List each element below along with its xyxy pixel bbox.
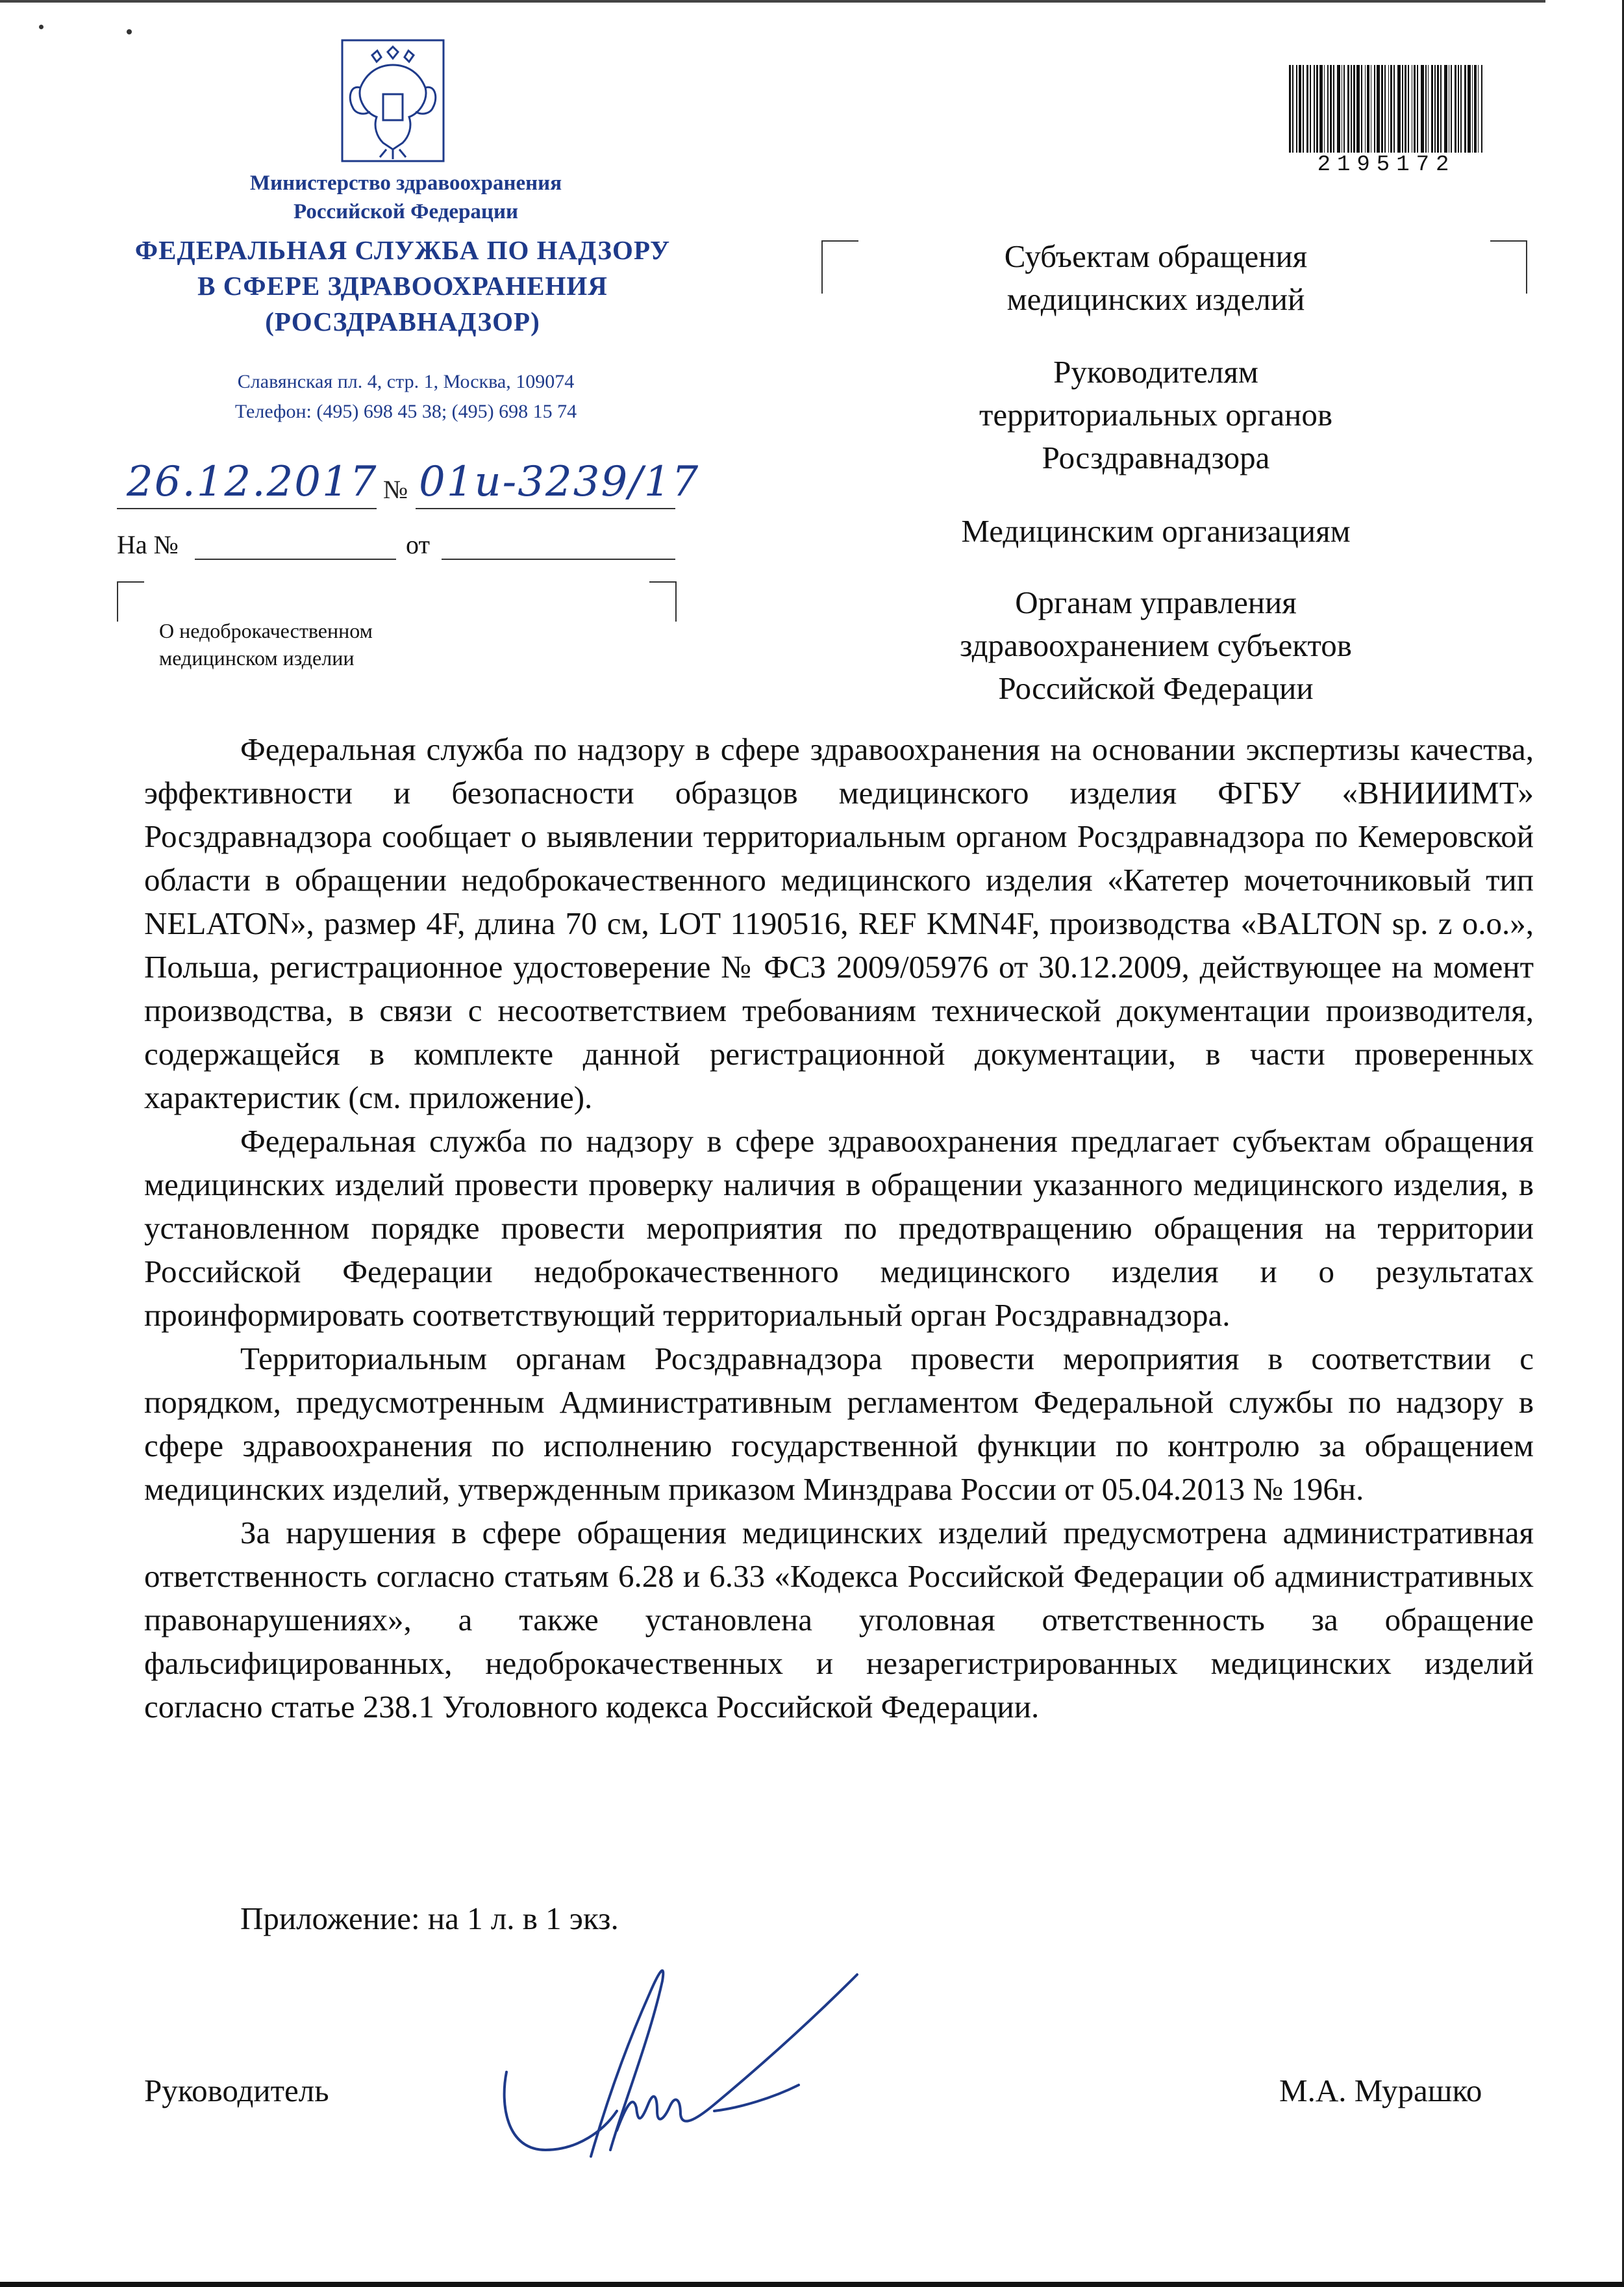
barcode-bar xyxy=(1351,65,1352,153)
barcode-bar xyxy=(1303,65,1304,153)
barcode-bar xyxy=(1405,65,1406,153)
barcode-bar xyxy=(1464,65,1466,153)
recipient-line: медицинских изделий xyxy=(1006,281,1305,317)
barcode-bar xyxy=(1374,65,1375,153)
agency-name xyxy=(110,233,695,340)
barcode-bar xyxy=(1472,65,1473,153)
body-paragraph: Федеральная служба по надзору в сфере здравоохранения предлагает субъектам обращения медицинских изделий провести проверку наличия в обращении указанного медицинского изделия, в установленном порядке провести мероприятия по предотвращению обращения на территории Российской Федерации недоброкачественного медицинского изделия и о результатах проинформировать соответствующий территориальный орган Росздравнадзора. xyxy=(144,1123,1534,1333)
recipient-bracket-left xyxy=(821,240,858,294)
ministry-line-1: Министерство здравоохранения xyxy=(249,171,562,195)
ministry-line-2: Российской Федерации xyxy=(294,200,518,223)
recipient-line: Росздравнадзора xyxy=(1042,440,1270,475)
barcode-bar xyxy=(1299,65,1302,153)
barcode-bar xyxy=(1390,65,1392,153)
agency-line-3: (РОСЗДРАВНАДЗОР) xyxy=(265,307,540,336)
recipient-line: Медицинским организациям xyxy=(961,513,1351,549)
barcode-bar xyxy=(1361,65,1362,153)
handwritten-number: 01и-3239/17 xyxy=(419,458,700,506)
phone-line: Телефон: (495) 698 45 38; (495) 698 15 74 xyxy=(234,401,577,422)
reference-date-label: от xyxy=(406,530,430,559)
barcode-bar xyxy=(1451,65,1452,153)
barcode-bar xyxy=(1343,65,1345,153)
barcode-bar xyxy=(1296,65,1297,153)
barcode-bar xyxy=(1449,65,1450,153)
barcode-bar xyxy=(1428,65,1429,153)
barcode-bar xyxy=(1444,65,1447,153)
letter-body xyxy=(144,727,1534,1728)
reference-date-blank xyxy=(442,559,675,560)
body-paragraph: За нарушения в сфере обращения медицинских изделий предусмотрена административная ответственность согласно статьям 6.28 и 6.33 «Кодекса Российской Федерации об административных правонарушениях», а также установлена уголовная ответственность за обращение фальсифицированных, недоброкачественных и незарегистрированных медицинских изделий согласно статье 238.1 Уголовного кодекса Российской Федерации. xyxy=(144,1515,1534,1725)
barcode-bar xyxy=(1306,65,1308,153)
barcode-bar xyxy=(1292,65,1293,153)
reference-number-label: На № xyxy=(117,530,179,559)
recipient-block xyxy=(896,351,1416,479)
recipient-block xyxy=(896,581,1416,710)
barcode-bar xyxy=(1324,65,1325,153)
barcode-bar xyxy=(1408,65,1409,153)
number-sign: № xyxy=(383,475,408,504)
recipient-block xyxy=(896,235,1416,321)
barcode xyxy=(1289,65,1484,153)
barcode-bar xyxy=(1377,65,1380,153)
barcode-bar xyxy=(1365,65,1366,153)
barcode-bar xyxy=(1381,65,1383,153)
address-line: Славянская пл. 4, стр. 1, Москва, 109074 xyxy=(237,371,575,392)
barcode-bar xyxy=(1425,65,1427,153)
barcode-bar xyxy=(1310,65,1311,153)
barcode-bar xyxy=(1421,65,1424,153)
recipient-line: Органам управления xyxy=(1015,585,1297,620)
barcode-bar xyxy=(1455,65,1456,153)
barcode-bar xyxy=(1367,65,1369,153)
barcode-bar xyxy=(1414,65,1416,153)
barcode-bar xyxy=(1356,65,1360,153)
scan-dust xyxy=(39,25,44,29)
barcode-bar xyxy=(1481,65,1482,153)
recipient-block xyxy=(896,510,1416,553)
date-underline xyxy=(117,508,377,509)
scan-edge-bottom xyxy=(0,2282,1624,2287)
barcode-bar xyxy=(1384,65,1386,153)
signatory-name: М.А. Мурашко xyxy=(1279,2073,1482,2108)
coat-of-arms-emblem xyxy=(341,39,445,162)
barcode-bar xyxy=(1347,65,1349,153)
barcode-bar xyxy=(1474,65,1476,153)
barcode-bar xyxy=(1402,65,1403,153)
barcode-bar xyxy=(1388,65,1390,153)
barcode-bar xyxy=(1468,65,1471,153)
attachment-note: Приложение: на 1 л. в 1 экз. xyxy=(240,1901,619,1936)
barcode-bar xyxy=(1289,65,1291,153)
signatory-role: Руководитель xyxy=(144,2073,329,2108)
barcode-bar xyxy=(1393,65,1395,153)
barcode-bar xyxy=(1417,65,1418,153)
agency-line-1: ФЕДЕРАЛЬНАЯ СЛУЖБА ПО НАДЗОРУ xyxy=(134,235,671,265)
barcode-bar xyxy=(1353,65,1355,153)
barcode-bar xyxy=(1333,65,1334,153)
barcode-bar xyxy=(1316,65,1318,153)
barcode-bar xyxy=(1314,65,1315,153)
barcode-bar xyxy=(1337,65,1340,153)
body-paragraph: Федеральная служба по надзору в сфере здравоохранения на основании экспертизы качества, эффективности и безопасности образцов медицинского изделия ФГБУ «ВНИИИМТ» Росздравнадзора сообщает о выявлении территориальным органом Росздравнадзора по Кемеровской области в обращении недоброкачественного медицинского изделия «Катетер мочеточниковый тип NELATON», размер 4F, длина 70 см, LOT 1190516, REF KMN4F, производства «BALTON sp. z o.o.», Польша, регистрационное удостоверение № ФСЗ 2009/05976 от 30.12.2009, действующее на момент производства, в связи с несоответствием требованиям технической документации производителя, содержащейся в комплекте данной регистрационной документации, в части проверенных характеристик (см. приложение). xyxy=(144,731,1534,1115)
barcode-bar xyxy=(1327,65,1329,153)
subject-bracket-left xyxy=(117,581,144,622)
body-paragraph: Территориальным органам Росздравнадзора провести мероприятия в соответствии с порядком, предусмотренным Административным регламентом Федеральной службы по надзору в сфере здравоохранения по исполнению государственной функции по контролю за обращением медицинских изделий, утвержденным приказом Минздрава России от 05.04.2013 № 196н. xyxy=(144,1341,1534,1507)
handwritten-signature xyxy=(493,1955,896,2169)
scan-dust xyxy=(127,29,132,34)
letter-subject xyxy=(159,617,484,672)
barcode-bar xyxy=(1434,65,1436,153)
barcode-bar xyxy=(1437,65,1439,153)
recipient-line: Субъектам обращения xyxy=(1004,238,1308,274)
subject-line-2: медицинском изделии xyxy=(159,646,355,670)
barcode-bar xyxy=(1431,65,1433,153)
recipient-line: здравоохранением субъектов xyxy=(960,627,1352,663)
reference-number-blank xyxy=(195,559,396,560)
recipient-line: Российской Федерации xyxy=(998,670,1314,706)
barcode-bar xyxy=(1330,65,1332,153)
barcode-bar xyxy=(1342,65,1343,153)
recipient-line: территориальных органов xyxy=(979,397,1332,433)
barcode-bar xyxy=(1458,65,1459,153)
subject-line-1: О недоброкачественном xyxy=(159,619,373,642)
handwritten-date: 26.12.2017 xyxy=(127,458,378,506)
barcode-number: 2195172 xyxy=(1317,153,1456,177)
number-underline xyxy=(416,508,675,509)
agency-line-2: В СФЕРЕ ЗДРАВООХРАНЕНИЯ xyxy=(197,271,608,301)
recipient-line: Руководителям xyxy=(1053,354,1258,390)
recipient-bracket-right xyxy=(1490,240,1527,294)
barcode-bar xyxy=(1478,65,1479,153)
barcode-bar xyxy=(1319,65,1323,153)
scan-edge-top xyxy=(0,0,1545,3)
ministry-name xyxy=(149,169,662,226)
barcode-bar xyxy=(1440,65,1442,153)
barcode-bar xyxy=(1371,65,1372,153)
barcode-bar xyxy=(1397,65,1401,153)
agency-address xyxy=(149,367,662,427)
subject-bracket-right xyxy=(649,581,677,622)
barcode-bar xyxy=(1460,65,1462,153)
barcode-bar xyxy=(1412,65,1413,153)
